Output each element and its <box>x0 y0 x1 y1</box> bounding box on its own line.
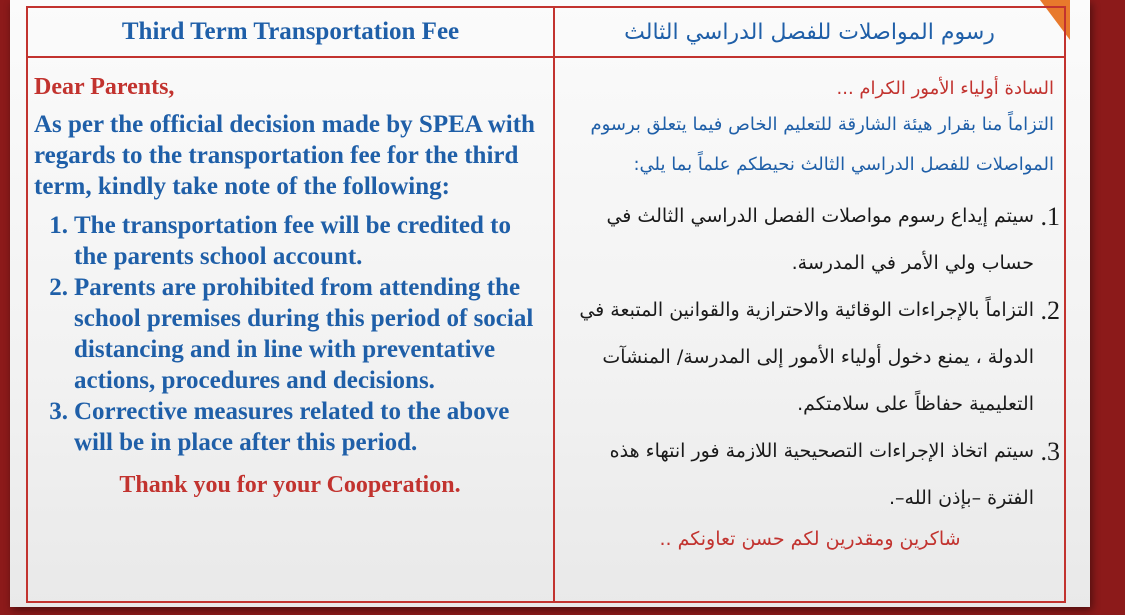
arabic-column <box>560 64 1060 599</box>
list-item <box>32 210 548 272</box>
arabic-intro: التزاماً منا بقرار هيئة الشارقة للتعليم الخاص فيما يتعلق برسوم المواصلات للفصل الدراسي الثالث نحيطكم علماً بما يلي: <box>590 114 1054 175</box>
list-text: سيتم اتخاذ الإجراءات التصحيحية اللازمة فور انتهاء هذه الفترة –بإذن الله–. <box>609 440 1034 509</box>
list-text: التزاماً بالإجراءات الوقائية والاحترازية والقوانين المتبعة في الدولة ، يمنع دخول أولياء الأمور إلى المدرسة/ المنشآت التعليمية حفاظاً على سلامتكم. <box>579 299 1034 415</box>
header-row <box>28 8 1064 58</box>
list-number: 3. <box>49 398 68 425</box>
list-item <box>32 396 548 458</box>
notice-paper <box>10 0 1090 607</box>
notice-table <box>26 6 1066 603</box>
list-text: Parents are prohibited from attending the school premises during this period of social distancing and in line with preventative actions, procedures and decisions. <box>74 274 534 394</box>
list-text: Corrective measures related to the above will be in place after this period. <box>74 398 510 456</box>
english-thanks: Thank you for your Cooperation. <box>119 472 461 498</box>
english-title: Third Term Transportation Fee <box>121 18 460 45</box>
list-number: 1. <box>1040 202 1060 231</box>
list-item <box>560 193 1060 287</box>
english-column <box>32 64 548 599</box>
list-item <box>560 428 1060 522</box>
list-text: The transportation fee will be credited to the parents school account. <box>74 212 511 270</box>
list-number: 1. <box>49 212 68 239</box>
list-number: 2. <box>1040 296 1060 325</box>
column-divider <box>553 8 555 601</box>
list-text: سيتم إيداع رسوم مواصلات الفصل الدراسي الثالث في حساب ولي الأمر في المدرسة. <box>606 205 1034 274</box>
english-intro: As per the official decision made by SPEA with regards to the transportation fee for the third term, kindly take note of the following: <box>34 111 535 200</box>
list-number: 3. <box>1040 437 1060 466</box>
arabic-greeting: السادة أولياء الأمور الكرام ... <box>836 78 1054 99</box>
list-number: 2. <box>49 274 68 301</box>
arabic-thanks: شاكرين ومقدرين لكم حسن تعاونكم .. <box>659 528 961 550</box>
arabic-list <box>560 193 1060 522</box>
list-item <box>32 272 548 396</box>
english-list <box>32 210 548 458</box>
arabic-title: رسوم المواصلات للفصل الدراسي الثالث <box>624 19 995 45</box>
list-item <box>560 287 1060 428</box>
english-greeting: Dear Parents, <box>34 74 175 100</box>
